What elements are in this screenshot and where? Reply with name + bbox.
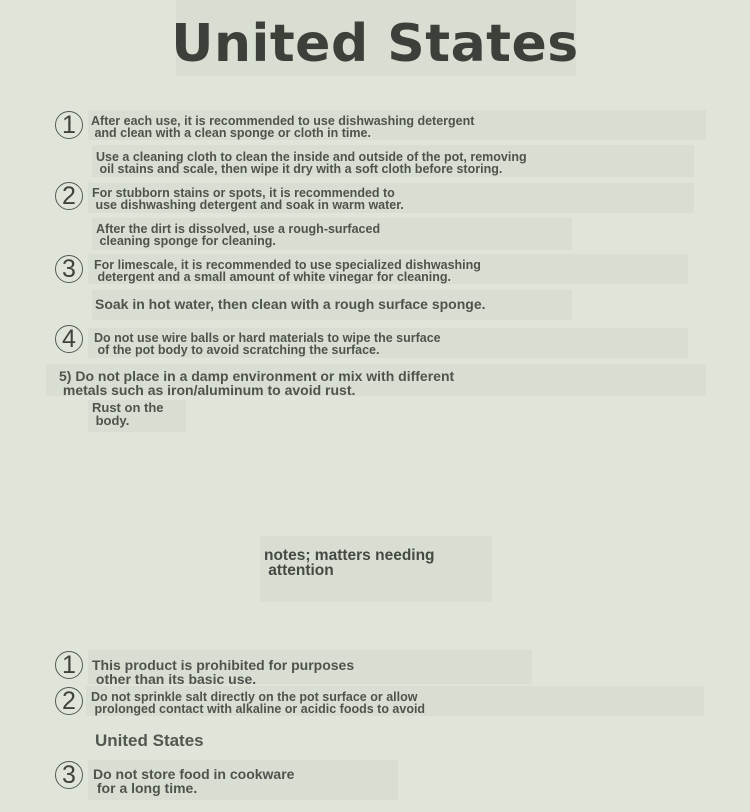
text-line: notes; matters needing (264, 547, 435, 564)
text-line: Use a cleaning cloth to clean the inside and outside of the pot, removing (96, 150, 527, 164)
text-line: metals such as iron/aluminum to avoid rust. (59, 382, 356, 398)
care-text-1 (91, 116, 474, 139)
text-line: Do not sprinkle salt directly on the pot surface or allow (91, 690, 418, 704)
text-line: Rust on the (92, 400, 164, 415)
note-number-2: 2 (55, 687, 83, 715)
care-text-2 (92, 188, 404, 211)
care-text-5 (59, 369, 454, 397)
note-subheading: United States (95, 731, 204, 750)
step-number-2: 2 (55, 182, 83, 210)
text-line: Do not use wire balls or hard materials to wipe the surface (94, 331, 441, 345)
step-number-3: 3 (55, 255, 83, 283)
notes-heading (264, 548, 435, 578)
text-line: oil stains and scale, then wipe it dry with a soft cloth before storing. (96, 161, 503, 176)
care-text-3b (95, 297, 486, 311)
text-line: After the dirt is dissolved, use a rough-surfaced (96, 222, 381, 236)
text-line: prolonged contact with alkaline or acidic foods to avoid (91, 701, 426, 716)
care-text-2b (96, 224, 380, 247)
text-line: After each use, it is recommended to use dishwashing detergent (91, 114, 475, 128)
text-line: Do not store food in cookware (93, 766, 295, 782)
text-line: for a long time. (93, 780, 198, 796)
page-title: United States (171, 14, 579, 74)
text-line: other than its basic use. (92, 671, 257, 687)
text-line: For stubborn stains or spots, it is recommended to (92, 186, 395, 200)
care-text-3 (94, 260, 481, 283)
text-line: This product is prohibited for purposes (92, 657, 355, 673)
step-number-1: 1 (55, 111, 83, 139)
note-number-1: 1 (55, 651, 83, 679)
text-line: Soak in hot water, then clean with a rough surface sponge. (95, 296, 486, 312)
text-line: of the pot body to avoid scratching the surface. (94, 342, 380, 357)
text-line: and clean with a clean sponge or cloth in time. (91, 125, 371, 140)
care-text-1b (96, 152, 527, 175)
note-text-3 (93, 767, 294, 795)
text-line: use dishwashing detergent and soak in warm water. (92, 197, 404, 212)
text-line: cleaning sponge for cleaning. (96, 233, 276, 248)
text-line: For limescale, it is recommended to use specialized dishwashing (94, 258, 481, 272)
note-text-2 (91, 692, 425, 715)
text-line: 5) Do not place in a damp environment or mix with different (59, 368, 455, 384)
note-text-1 (92, 658, 354, 686)
note-number-3: 3 (55, 761, 83, 789)
care-text-4 (94, 333, 441, 356)
text-line: detergent and a small amount of white vinegar for cleaning. (94, 269, 452, 284)
text-line: attention (264, 562, 334, 579)
care-text-5b (92, 402, 164, 427)
step-number-4: 4 (55, 325, 83, 353)
text-line: body. (92, 412, 130, 428)
